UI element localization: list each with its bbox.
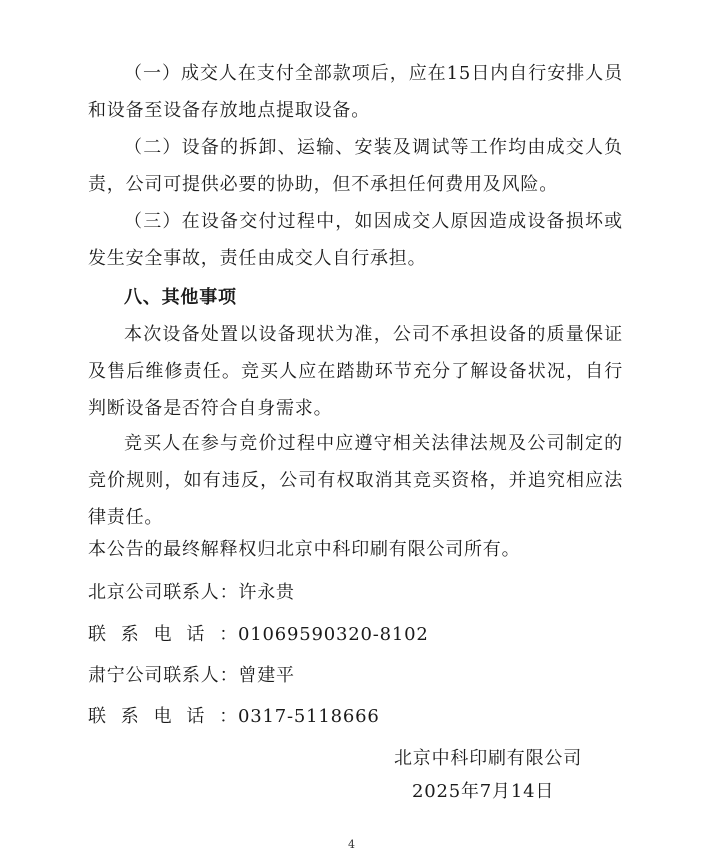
clause-1: （一）成交人在支付全部款项后，应在15日内自行安排人员和设备至设备存放地点提取设备。 [88,63,623,121]
beijing-phone-line [88,616,429,653]
signature-company: 北京中科印刷有限公司 [394,748,582,769]
clause-3: （三）在设备交付过程中，如因成交人原因造成设备损坏或发生安全事故，责任由成交人自行承担。 [88,211,623,269]
phone-label: 联系电话： [88,624,238,645]
section-8-paragraph-1: 本次设备处置以设备现状为准，公司不承担设备的质量保证及售后维修责任。竞买人应在踏勘环节充分了解设备状况，自行判断设备是否符合自身需求。 [88,324,623,419]
beijing-contact: 北京公司联系人：许永贵 [88,582,295,603]
suning-phone-line [88,698,380,735]
section-8-heading: 八、其他事项 [124,287,237,308]
clause-2: （二）设备的拆卸、运输、安装及调试等工作均由成交人负责，公司可提供必要的协助，但不承担任何费用及风险。 [88,137,623,195]
beijing-phone: 01069590320-8102 [238,624,429,645]
suning-phone: 0317-5118666 [238,706,380,727]
section-8-paragraph-2: 竞买人在参与竞价过程中应遵守相关法律法规及公司制定的竞价规则，如有违反，公司有权取消其竞买资格，并追究相应法律责任。 [88,433,623,528]
final-interpretation: 本公告的最终解释权归北京中科印刷有限公司所有。 [88,539,521,560]
signature-date: 2025年7月14日 [412,781,555,802]
page-number: 4 [348,838,355,851]
phone-label: 联系电话： [88,706,238,727]
suning-contact: 肃宁公司联系人：曾建平 [88,665,295,686]
